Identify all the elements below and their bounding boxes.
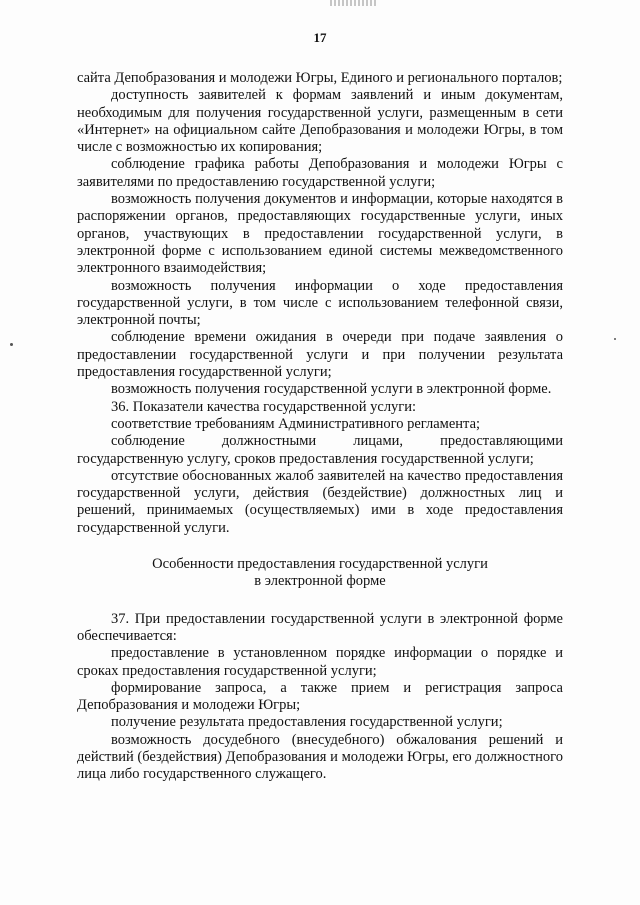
paragraph: формирование запроса, а также прием и регистрация запроса Депобразования и молодежи Югры; [77, 679, 563, 714]
paragraph: 37. При предоставлении государственной услуги в электронной форме обеспечивается: [77, 610, 563, 644]
paragraph: соблюдение времени ожидания в очереди при подаче заявления о предоставлении государственной услуги и при получении результата предоставления государственной услуги; [77, 329, 563, 381]
paragraph: возможность получения информации о ходе предоставления государственной услуги, в том числе с использованием телефонной связи, электронной почты; [77, 277, 563, 329]
paragraph: соблюдение должностными лицами, предоставляющими государственную услугу, сроков предоставления государственной услуги; [77, 433, 563, 467]
paragraph: сайта Депобразования и молодежи Югры, Единого и регионального порталов; [77, 70, 563, 86]
paragraph: 36. Показатели качества государственной услуги: [111, 398, 417, 415]
paragraph: возможность получения документов и информации, которые находятся в распоряжении органов, предоставляющих государственные услуги, иных органов, участвующих в предоставлении государственной услуги, в электронной форме с использованием единой системы межведомственного электронного взаимодействия; [77, 191, 563, 277]
paragraph: соответствие требованиям Административного регламента; [111, 415, 481, 432]
paragraph: доступность заявителей к формам заявлений и иным документам, необходимым для получения государственной услуги, размещенным в сети «Интернет» на официальном сайте Депобразования и молодежи Югры, в том числе с возможностью их копирования; [77, 87, 563, 156]
section-heading-line1: Особенности предоставления государственной услуги [152, 556, 488, 573]
scan-speck [614, 338, 616, 340]
document-body [77, 70, 563, 784]
scan-speck [10, 343, 13, 346]
paragraph: получение результата предоставления государственной услуги; [111, 714, 503, 731]
scan-artifact [330, 0, 378, 6]
paragraph: возможность досудебного (внесудебного) обжалования решений и действий (бездействия) Депобразования и молодежи Югры, его должностного лица либо государственного служащего. [77, 731, 563, 783]
paragraph: предоставление в установленном порядке информации о порядке и сроках предоставления государственной услуги; [77, 645, 563, 679]
paragraph: возможность получения государственной услуги в электронной форме. [111, 381, 552, 398]
page-number: 17 [313, 30, 327, 45]
paragraph: соблюдение графика работы Депобразования и молодежи Югры с заявителями по предоставлению государственной услуги; [77, 156, 563, 190]
section-heading [77, 556, 563, 591]
paragraph: отсутствие обоснованных жалоб заявителей на качество предоставления государственной услуги, действия (бездействие) должностных лиц и решений, принимаемых (осуществляемых) ими в ходе предоставления государственной услуги. [77, 467, 563, 536]
section-heading-line2: в электронной форме [254, 573, 386, 590]
